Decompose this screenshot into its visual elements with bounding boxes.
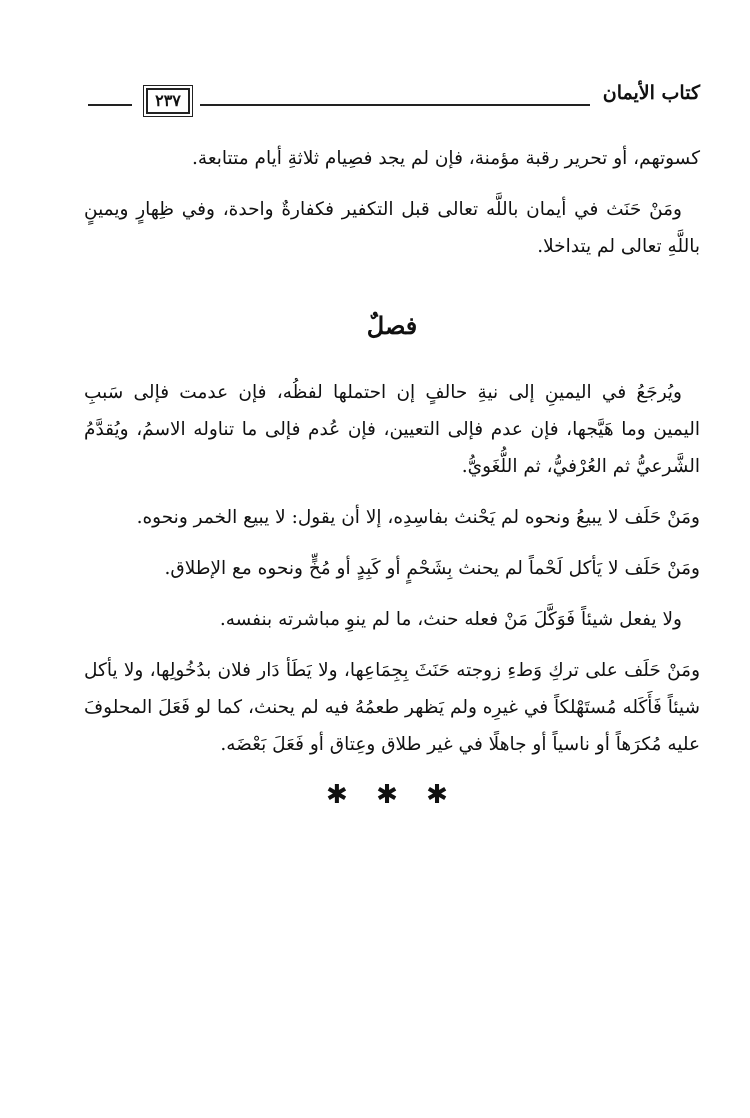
paragraph-delegation: ولا يفعل شيئاً فَوَكَّلَ مَنْ فعله حنث، ما لم ينوِ مباشرته بنفسه. [219, 609, 682, 630]
paragraph-multiple-oaths: ومَنْ حَنَث في أيمان باللَّه تعالى قبل التكفير فكفارةٌ واحدة، وفي ظِهارٍ ويمينٍ باللَّهِ تعالى لم يتداخلا. [84, 199, 700, 257]
running-title: كتاب الأيمان [602, 82, 700, 104]
paragraph-meat: ومَنْ حَلَف لا يَأكل لَحْماً لم يحنث بِشَحْمٍ أو كَبِدٍ أو مُخٍّ ونحوه مع الإطلاق. [164, 558, 700, 579]
page-body [84, 140, 700, 814]
paragraph-selling: ومَنْ حَلَف لا يبيعُ ونحوه لم يَحْنث بفاسِدِه، إلا أن يقول: لا يبيع الخمر ونحوه. [136, 507, 700, 528]
header-rule-left [88, 104, 132, 106]
paragraph-intention: ويُرجَعُ في اليمينِ إلى نيةِ حالفٍ إن احتملها لفظُه، فإن عدمت فإلى سَببِ اليمين وما هَيَّجها، فإن عدم فإلى التعيين، فإن عُدم فإلى ما تناوله الاسمُ، ويُقدَّمُ الشَّرعيُّ ثم العُرْفيُّ، ثم اللُّغَويُّ. [84, 382, 700, 477]
paragraph-abstaining: ومَنْ حَلَف على تركِ وَطءِ زوجته حَنَثَ بِجِمَاعِها، ولا يَطَأ دَار فلان بدُخُولِها، ولا يأكل شيئاً فَأَكَله مُستَهْلكاً في غيرِه ولم يَظهر طعمُهُ فيه لم يحنث، كما لو فَعَلَ المحلوفَ عليه مُكرَهاً أو ناسياً أو جاهلًا في غير طلاق وعِتاق أو فَعَلَ بَعْضَه. [84, 660, 700, 755]
section-separator: ✱ ✱ ✱ [326, 780, 458, 810]
page-header [88, 72, 700, 116]
paragraph-expiation-continued: كسوتهم، أو تحرير رقبة مؤمنة، فإن لم يجد فصِيام ثلاثةِ أيام متتابعة. [192, 148, 700, 169]
header-rule-right [200, 104, 590, 106]
section-title: فصلٌ [366, 311, 418, 340]
page-number: ٢٣٧ [146, 88, 190, 114]
